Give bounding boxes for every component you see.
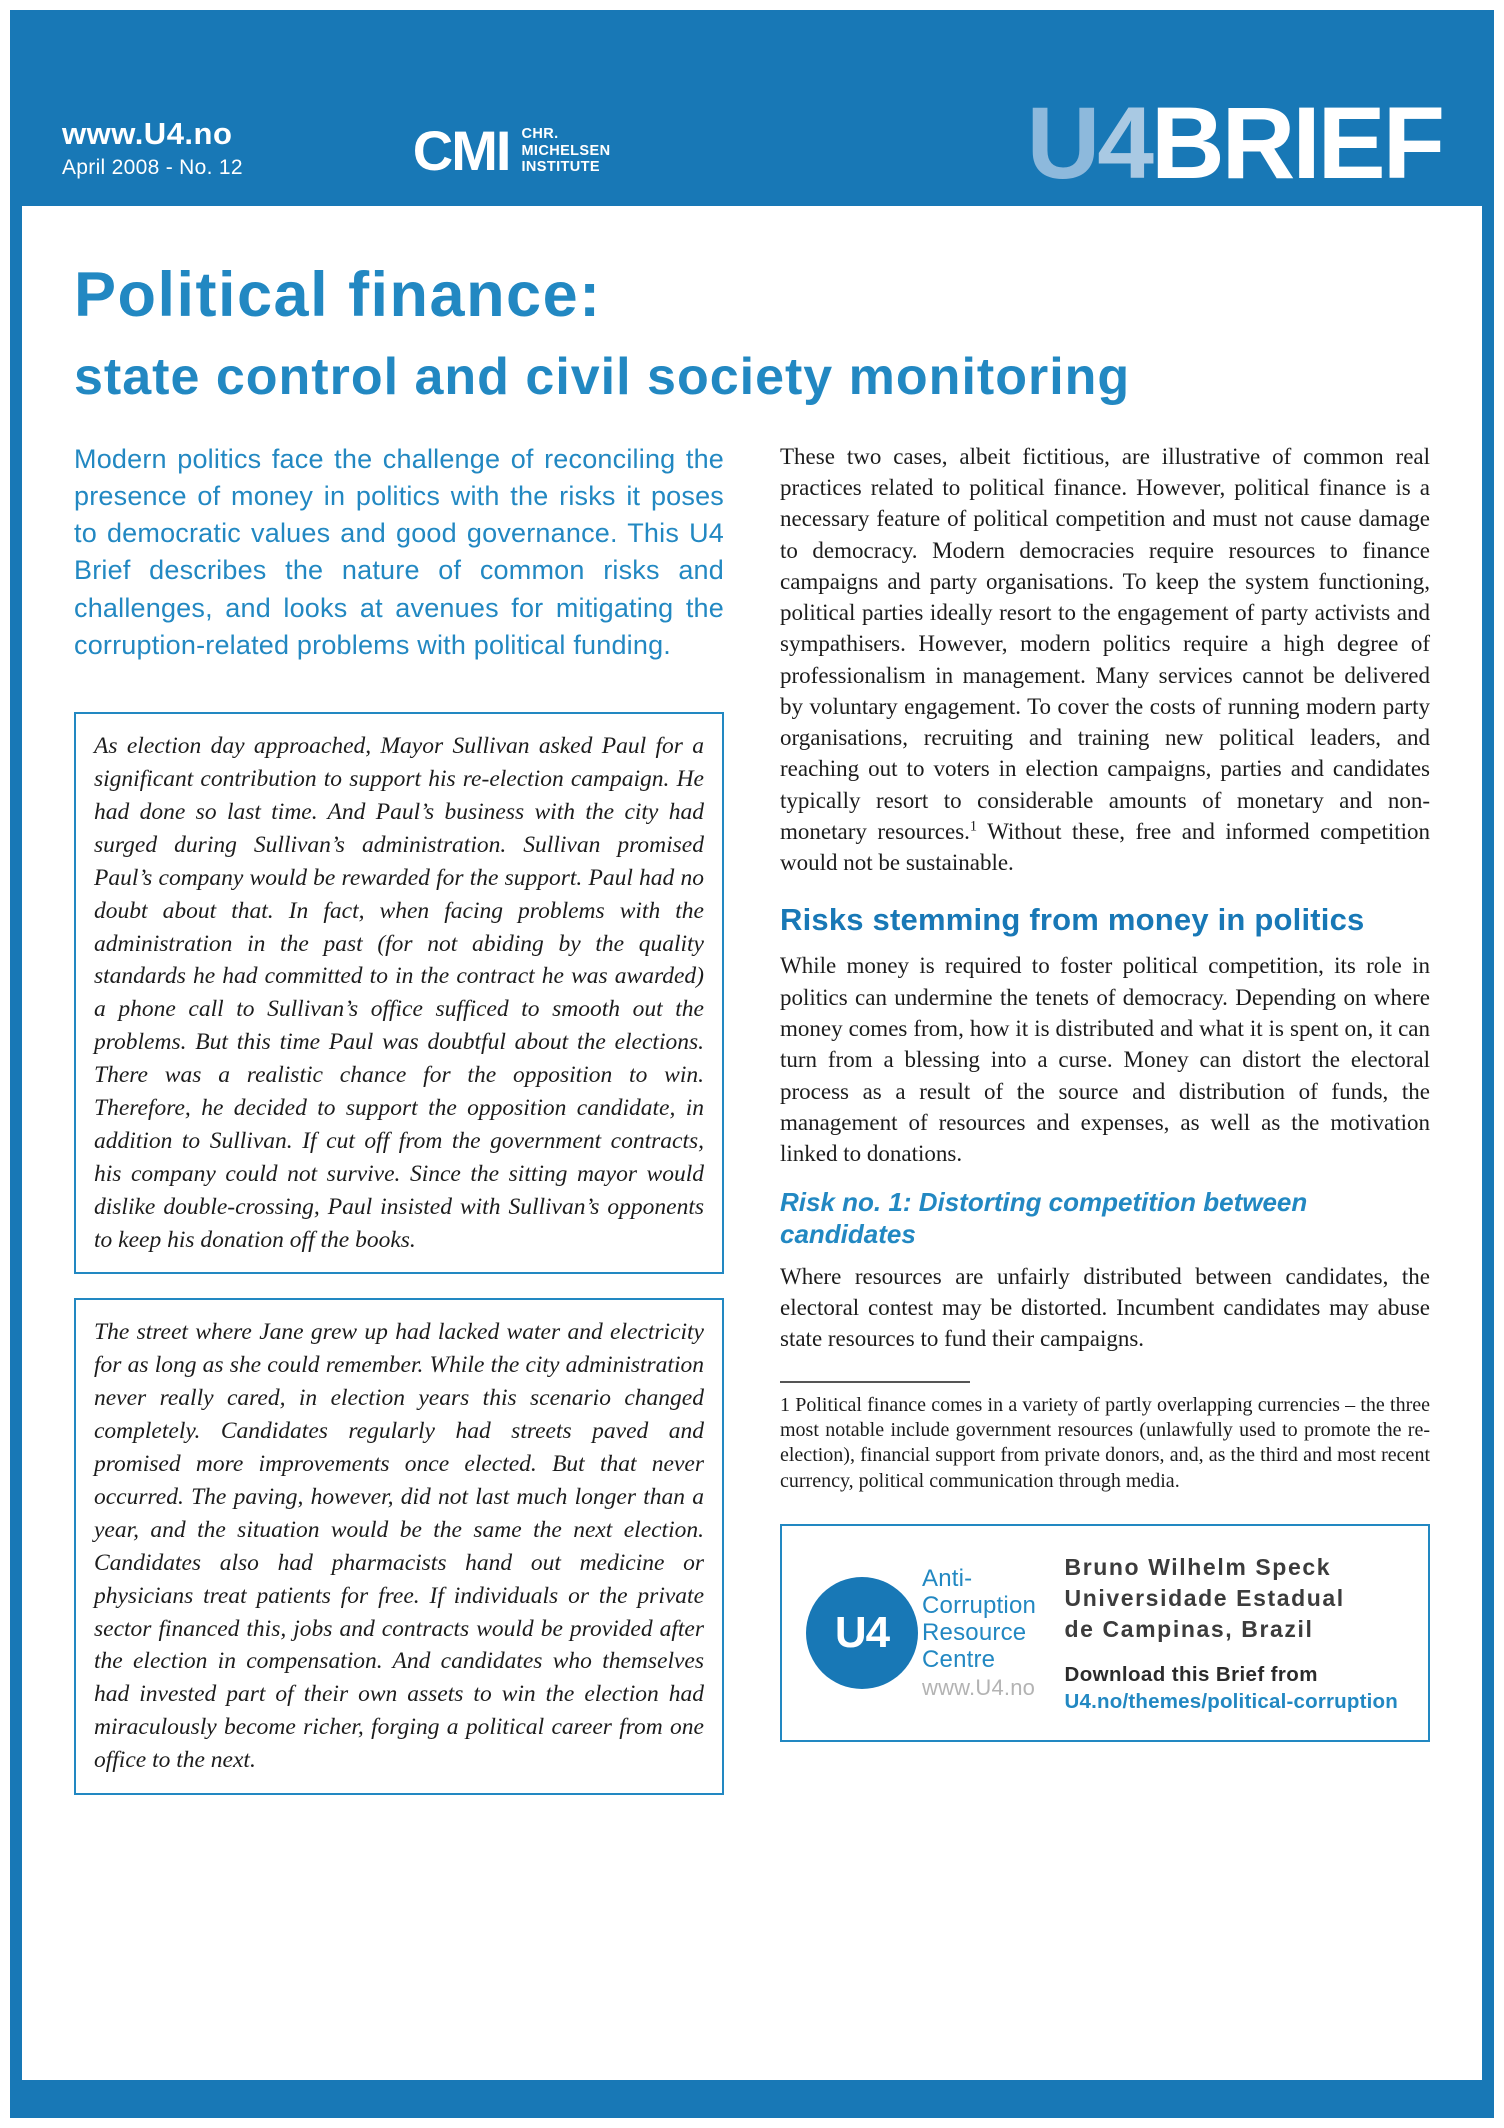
section-heading: Risks stemming from money in politics <box>780 902 1365 938</box>
body-paragraph-1-continuation: Without these, free and informed competition would not be sustainable. <box>780 818 1431 876</box>
org-name-line: Centre <box>922 1646 996 1674</box>
footnote-divider <box>780 1381 970 1383</box>
case-study-box-1 <box>74 712 724 1274</box>
u4brief-masthead <box>1026 86 1442 201</box>
cmi-logo <box>412 118 611 186</box>
site-url: www.U4.no <box>62 116 233 151</box>
author-block <box>1065 1552 1405 1714</box>
title-line-2: state control and civil society monitoring <box>74 348 1131 407</box>
masthead-brief: BRIEF <box>1151 86 1442 201</box>
right-column <box>780 441 1430 1819</box>
author-name: Bruno Wilhelm Speck <box>1064 1554 1332 1581</box>
title-line-1: Political finance: <box>74 260 602 330</box>
org-name-line: Anti- <box>922 1565 973 1593</box>
case-study-2-text: The street where Jane grew up had lacked water and electricity for as long as she could remember. While the city administration never really cared, in election years this scenario changed completely. Candidates regularly had streets paved and promised more improvements once elected. But that never occurred. The paving, however, did not last much longer than a year, and the situation would be the same the next election. Candidates also had pharmacists hand out medicine or physicians treat patients for free. If individuals or the private sector financed this, jobs and contracts would be provided after the election in compensation. And candidates who themselves had invested part of their own assets to win the election had miraculously become richer, forging a political career from one office to the next. <box>94 1319 704 1774</box>
case-study-1-text: As election day approached, Mayor Sullivan asked Paul for a significant contribution to support his re-election campaign. He had done so last time. And Paul’s business with the city had surged during Sullivan’s administration. Sullivan promised Paul’s company would be rewarded for the support. Paul had no doubt about that. In fact, when facing problems with the administration in the past (for not abiding by the quality standards he had committed to in the contract he was awarded) a phone call to Sullivan’s office sufficed to smooth out the problems. But this time Paul was doubtful about the elections. There was a realistic chance for the opposition to win. Therefore, he decided to support the opposition candidate, in addition to Sullivan. If cut off from the government contracts, his company could not survive. Since the sitting mayor would dislike double-crossing, Paul insisted with Sullivan’s opponents to keep his donation off the books. <box>94 733 704 1253</box>
masthead-u: U <box>1026 86 1098 201</box>
cmi-sub-line: INSTITUTE <box>521 158 600 175</box>
footnote-block <box>780 1381 1430 1495</box>
body-paragraph-3: Where resources are unfairly distributed between candidates, the electoral contest may be distorted. Incumbent candidates may abuse state resources to fund their campaigns. <box>780 1263 1430 1352</box>
u4-logo-text: U4 <box>834 1608 890 1658</box>
footnote-reference: 1 <box>969 818 978 835</box>
author-affiliation-line-1: Universidade Estadual <box>1064 1585 1345 1612</box>
publisher-info-box <box>780 1524 1430 1742</box>
header-meta <box>62 116 243 186</box>
org-name-line: Corruption <box>922 1592 1037 1620</box>
left-column <box>74 441 724 1819</box>
masthead-4: 4 <box>1097 86 1151 201</box>
author-affiliation-line-2: de Campinas, Brazil <box>1064 1616 1314 1643</box>
cmi-logo-text: CMI <box>412 118 510 182</box>
document-page <box>10 10 1494 2118</box>
download-label: Download this Brief from <box>1064 1663 1318 1687</box>
case-study-box-2 <box>74 1298 724 1794</box>
page-title <box>74 262 1430 405</box>
download-link[interactable]: U4.no/themes/political-corruption <box>1064 1690 1398 1714</box>
two-column-layout <box>74 441 1430 2054</box>
intro-paragraph: Modern politics face the challenge of reconciling the presence of money in politics with the risks it poses to democratic values and good governance. This U4 Brief describes the nature of common risks and challenges, and looks at avenues for mitigating the corruption-related problems with political funding. <box>74 443 724 660</box>
org-url: www.U4.no <box>922 1675 1036 1701</box>
subsection-heading: Risk no. 1: Distorting competition between candidates <box>780 1187 1308 1250</box>
u4-logo <box>806 1577 918 1689</box>
org-name <box>922 1565 1036 1701</box>
body-paragraph-2: While money is required to foster political competition, its role in politics can undermine the tenets of democracy. Depending on where money comes from, how it is distributed and what it is spent on, it can turn from a blessing into a curse. Money can distort the electoral process as a result of the source and distribution of funds, the management of resources and expenses, as well as the motivation linked to donations. <box>780 953 1430 1167</box>
header-band <box>10 10 1494 206</box>
footnote-text: 1 Political finance comes in a variety of partly overlapping currencies – the three most notable include government resources (unlawfully used to promote the re-election), financial support from private donors, and, as the third and most recent currency, political communication through media. <box>780 1393 1430 1492</box>
cmi-sub-line: CHR. <box>521 126 559 143</box>
body-paragraph-1 <box>780 441 1430 879</box>
cmi-logo-subtext <box>521 126 610 175</box>
org-name-line: Resource <box>922 1619 1027 1647</box>
u4-logo-group <box>806 1565 1036 1701</box>
issue-date: April 2008 - No. 12 <box>62 156 243 179</box>
cmi-sub-line: MICHELSEN <box>521 142 611 159</box>
page-content <box>22 206 1482 2080</box>
body-paragraph-1-text: These two cases, albeit fictitious, are illustrative of common real practices related to political finance. However, political finance is a necessary feature of political competition and must not cause damage to democracy. Modern democracies require resources to finance campaigns and party organisations. To keep the system functioning, political parties ideally resort to the engagement of party activists and sympathisers. However, modern politics require a high degree of professionalism in management. Many services cannot be delivered by voluntary engagement. To cover the costs of running modern party organisations, recruiting and training new political leaders, and reaching out to voters in election campaigns, parties and candidates typically resort to considerable amounts of monetary and non-monetary resources. <box>780 443 1430 844</box>
